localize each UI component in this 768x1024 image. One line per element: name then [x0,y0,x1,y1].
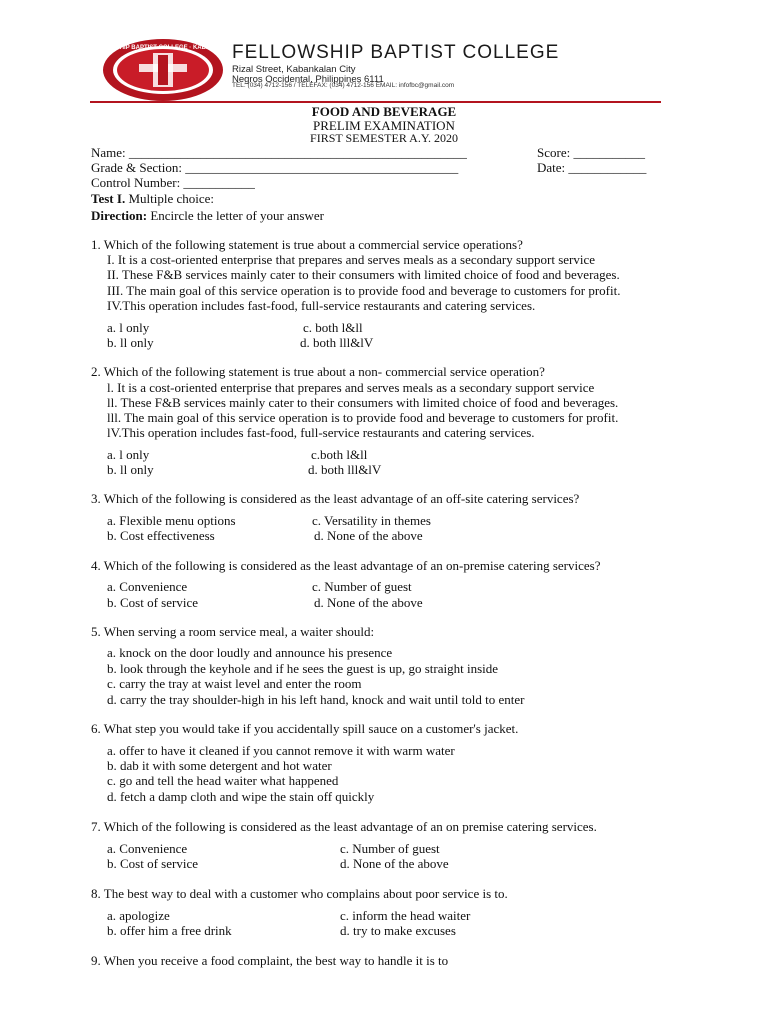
choice: d. both lll&lV [308,462,382,477]
date-field: Date: ____________ [537,160,647,175]
score-field: Score: ___________ [537,145,645,160]
test-type: Multiple choice: [125,191,215,206]
choice: a. Convenience [107,841,188,856]
option: c. go and tell the head waiter what happened [107,773,339,788]
choice: c. both l&ll [303,320,363,335]
choice: b. ll only [107,462,154,477]
statement: I. It is a cost-oriented enterprise that prepares and serves meals as a secondary support service [107,252,596,267]
test-label: Test I. [91,191,126,206]
question-3: 3. Which of the following is considered as the least advantage of an off-site catering services? [91,491,580,506]
choice: c. Versatility in themes [312,513,431,528]
option: d. carry the tray shoulder-high in his left hand, knock and wait until told to enter [107,692,525,707]
question-8: 8. The best way to deal with a customer who complains about poor service is to. [91,886,508,901]
option: a. knock on the door loudly and announce his presence [107,645,393,660]
option: d. fetch a damp cloth and wipe the stain off quickly [107,789,375,804]
statement: ll. These F&B services mainly cater to their consumers with limited choice of food and beverages. [107,395,619,410]
statement: II. These F&B services mainly cater to their consumers with limited choice of food and beverages. [107,267,620,282]
question-2: 2. Which of the following statement is true about a non- commercial service operation? [91,364,545,379]
statement: IV.This operation includes fast-food, full-service restaurants and catering services. [107,298,536,313]
option: b. dab it with some detergent and hot water [107,758,332,773]
choice: b. Cost of service [107,595,198,610]
test-heading [91,191,214,206]
choice: c. Number of guest [312,579,412,594]
choice: c. inform the head waiter [340,908,471,923]
choice: a. apologize [107,908,170,923]
choice: d. try to make excuses [340,923,456,938]
choice: a. Flexible menu options [107,513,236,528]
question-9: 9. When you receive a food complaint, the best way to handle it is to [91,953,449,968]
choice: d. None of the above [314,595,423,610]
header-divider [90,101,661,103]
college-seal-logo [90,37,236,103]
choice: b. Cost effectiveness [107,528,215,543]
choice: b. offer him a free drink [107,923,232,938]
statement: lV.This operation includes fast-food, full-service restaurants and catering services. [107,425,535,440]
choice: d. None of the above [314,528,423,543]
choice: b. Cost of service [107,856,198,871]
statement: lll. The main goal of this service operation is to provide food and beverage to customers for profit. [107,410,619,425]
address-line-1: Rizal Street, Kabankalan City [232,64,356,75]
address-line-2: Negros Occidental, Philippines 6111 [232,74,384,85]
choice: a. l only [107,320,150,335]
choice: a. Convenience [107,579,188,594]
seal-text: FELLOWSHIP BAPTIST COLLEGE · KABANKALAN [90,45,236,51]
control-number-field: Control Number: ___________ [91,175,255,190]
name-field: Name: ____________________________________________________ [91,145,467,160]
statement: l. It is a cost-oriented enterprise that prepares and serves meals as a secondary support service [107,380,595,395]
exam-subject: FOOD AND BEVERAGE [311,104,457,119]
option: c. carry the tray at waist level and enter the room [107,676,362,691]
question-4: 4. Which of the following is considered as the least advantage of an on-premise catering services? [91,558,601,573]
choice: c.both l&ll [311,447,368,462]
choice: d. None of the above [340,856,449,871]
choice: c. Number of guest [340,841,440,856]
question-6: 6. What step you would take if you accidentally spill sauce on a customer's jacket. [91,721,519,736]
question-7: 7. Which of the following is considered as the least advantage of an on premise catering services. [91,819,597,834]
option: b. look through the keyhole and if he sees the guest is up, go straight inside [107,661,499,676]
question-1: 1. Which of the following statement is true about a commercial service operations? [91,237,523,252]
direction-text: Encircle the letter of your answer [147,208,324,223]
grade-section-field: Grade & Section: __________________________________________ [91,160,459,175]
contact-line: TEL: (034) 4712-156 / TELEFAX: (034) 4712-156 EMAIL: infofbc@gmail.com [232,82,455,89]
college-name: FELLOWSHIP BAPTIST COLLEGE [232,42,560,63]
exam-title: PRELIM EXAMINATION [313,118,455,133]
direction-line [91,208,324,223]
choice: b. ll only [107,335,154,350]
statement: III. The main goal of this service operation is to provide food and beverage to customers for profit. [107,283,621,298]
question-5: 5. When serving a room service meal, a waiter should: [91,624,375,639]
exam-semester: FIRST SEMESTER A.Y. 2020 [310,131,458,145]
choice: a. l only [107,447,150,462]
option: a. offer to have it cleaned if you cannot remove it with warm water [107,743,455,758]
direction-label: Direction: [91,208,148,223]
choice: d. both lll&lV [300,335,374,350]
